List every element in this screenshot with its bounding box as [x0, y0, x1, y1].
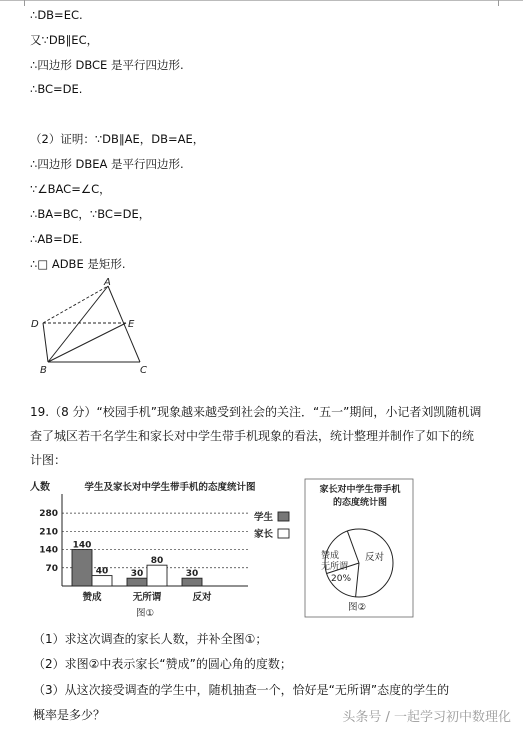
- page-corner-mark-right: [498, 0, 505, 6]
- question-1: （1）求这次调查的家长人数，并补全图①；: [33, 632, 268, 646]
- bar-chart-ylabel: 人数: [30, 482, 50, 493]
- proof1-line-1: ∴DB=EC.: [30, 8, 83, 22]
- bar-student: [182, 578, 202, 586]
- question-3: （3）从这次接受调查的学生中，随机抽查一个，恰好是“无所谓”态度的学生的: [33, 683, 450, 697]
- segment-AB: [48, 286, 108, 362]
- page-corner-mark-left: [18, 0, 25, 6]
- pie-chart: [304, 478, 416, 622]
- bar-legend-label: 家长: [254, 529, 274, 540]
- page-top-border: [0, 0, 523, 4]
- pie-label-indifferent: 无所谓: [321, 562, 349, 572]
- proof1-line-4: ∴BC=DE.: [30, 82, 83, 96]
- bar-category-label: 反对: [192, 592, 212, 603]
- question-2: （2）求图②中表示家长“赞成”的圆心角的度数；: [33, 657, 292, 671]
- bar-data-label: 140: [72, 540, 92, 551]
- label-A: A: [104, 278, 111, 288]
- proof2-line-3: ∵∠BAC=∠C，: [30, 182, 111, 196]
- problem-19-text: 19.（8 分）“校园手机”现象越来越受到社会的关注．“五一”期间，小记者刘凯随机调查了城区若干名学生和家长对中学生带手机现象的看法，统计整理并制作了如下的统计图：: [30, 405, 482, 467]
- pie-chart-caption: 图②: [348, 602, 367, 613]
- watermark-text: 头条号 / 一起学习初中数理化: [342, 710, 511, 725]
- segment-BE: [48, 323, 126, 362]
- pie-label-approve: 赞成: [321, 551, 340, 561]
- bar-chart-caption: 图①: [136, 608, 155, 619]
- bar-legend-swatch: [278, 512, 289, 521]
- pie-label-oppose: 反对: [365, 552, 385, 563]
- bar-data-label: 80: [150, 556, 164, 567]
- segment-DA: [43, 286, 108, 323]
- bar-chart: [28, 478, 290, 622]
- bar-data-label: 30: [185, 569, 199, 580]
- proof2-line-6: ∴□ ADBE 是矩形.: [30, 257, 126, 271]
- bar-chart-title: 学生及家长对中学生带手机的态度统计图: [84, 482, 256, 493]
- label-B: B: [40, 365, 47, 376]
- label-C: C: [140, 365, 147, 376]
- proof1-line-2: 又∵DB∥EC，: [30, 33, 99, 47]
- pie-chart-title-line-2: 的态度统计图: [332, 498, 388, 508]
- geometry-figure: [28, 278, 158, 378]
- proof2-line-5: ∴AB=DE.: [30, 232, 83, 246]
- bar-data-label: 30: [130, 569, 144, 580]
- proof2-line-2: ∴四边形 DBEA 是平行四边形.: [30, 157, 184, 171]
- proof1-line-3: ∴四边形 DBCE 是平行四边形.: [30, 58, 184, 72]
- bar-legend-label: 学生: [254, 512, 274, 523]
- bar-parent: [92, 576, 112, 586]
- bar-category-label: 无所谓: [132, 592, 162, 603]
- proof2-line-4: ∴BA=BC，∵BC=DE，: [30, 207, 151, 221]
- question-3-continued: 概率是多少？: [33, 708, 106, 722]
- segment-DB: [43, 323, 48, 362]
- bar-parent: [147, 565, 167, 586]
- bar-y-tick-label: 210: [39, 527, 58, 538]
- bar-student: [127, 578, 147, 586]
- bar-y-tick-label: 280: [39, 509, 58, 520]
- pie-label-indifferent-percent: 20%: [331, 574, 352, 584]
- label-D: D: [31, 319, 39, 330]
- label-E: E: [128, 319, 135, 330]
- bar-legend-swatch: [278, 529, 289, 538]
- bar-y-tick-label: 140: [39, 545, 58, 556]
- pie-chart-title-line-1: 家长对中学生带手机: [319, 485, 401, 495]
- bar-category-label: 赞成: [82, 592, 102, 603]
- proof2-line-1: （2）证明：∵DB∥AE，DB=AE，: [30, 132, 205, 146]
- bar-data-label: 40: [95, 566, 109, 577]
- bar-y-tick-label: 70: [45, 563, 58, 574]
- bar-student: [72, 550, 92, 586]
